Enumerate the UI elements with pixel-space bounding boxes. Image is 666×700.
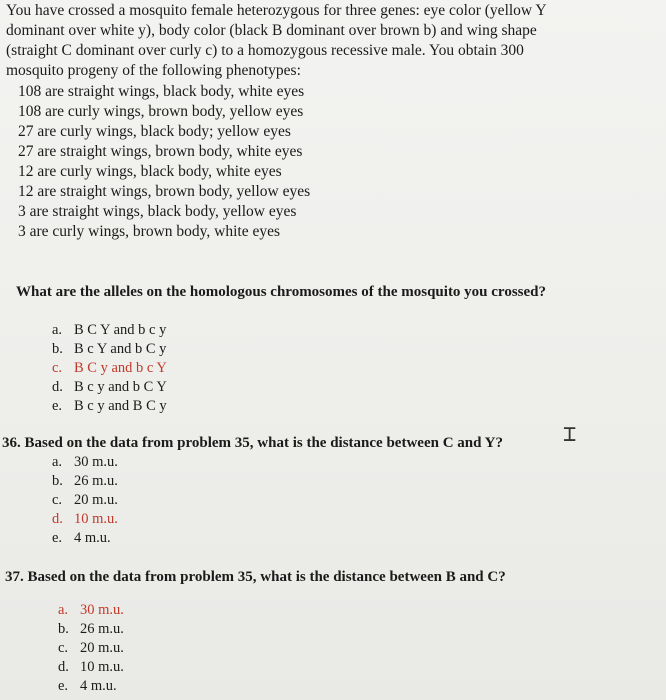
q35-option-a[interactable]	[52, 320, 166, 340]
q37-option-b[interactable]	[58, 619, 124, 639]
question-35: What are the alleles on the homologous chromosomes of the mosquito you crossed?	[16, 284, 546, 300]
question-37: 37. Based on the data from problem 35, what is the distance between B and C?	[5, 569, 506, 585]
option-letter: b.	[52, 341, 63, 357]
option-text: 30 m.u.	[80, 602, 124, 618]
q36-option-c[interactable]	[52, 490, 118, 510]
q37-option-c[interactable]	[58, 638, 124, 658]
option-text: 10 m.u.	[80, 659, 124, 675]
intro-line: (straight C dominant over curly c) to a homozygous recessive male. You obtain 300	[6, 42, 524, 59]
phenotype-item: 12 are curly wings, black body, white eyes	[18, 163, 282, 180]
option-letter: e.	[52, 530, 63, 546]
q37-option-e[interactable]	[58, 676, 117, 696]
q36-option-e[interactable]	[52, 528, 111, 548]
option-letter: a.	[58, 602, 69, 618]
q35-option-d[interactable]	[52, 377, 167, 397]
q35-option-c[interactable]	[52, 358, 167, 378]
option-text: B c y and b C Y	[74, 379, 167, 395]
phenotype-item: 27 are straight wings, brown body, white eyes	[18, 143, 303, 160]
option-letter: a.	[52, 322, 63, 338]
option-text: 26 m.u.	[80, 621, 124, 637]
q35-option-e[interactable]	[52, 396, 167, 416]
option-text: 20 m.u.	[74, 492, 118, 508]
option-letter: a.	[52, 454, 63, 470]
option-letter: d.	[52, 379, 63, 395]
q37-option-a[interactable]	[58, 600, 124, 620]
phenotype-item: 108 are straight wings, black body, white eyes	[18, 83, 305, 100]
text-cursor-icon: ⌶	[563, 422, 577, 447]
option-letter: e.	[58, 678, 69, 694]
option-letter: c.	[52, 360, 63, 376]
intro-line: mosquito progeny of the following phenotypes:	[6, 62, 301, 79]
q37-option-d[interactable]	[58, 657, 124, 677]
intro-line: You have crossed a mosquito female heterozygous for three genes: eye color (yellow Y	[6, 2, 547, 19]
option-letter: b.	[58, 621, 69, 637]
option-letter: d.	[58, 659, 69, 675]
option-text: 4 m.u.	[74, 530, 111, 546]
question-36: 36. Based on the data from problem 35, what is the distance between C and Y?	[2, 435, 503, 451]
option-text: B c y and B C y	[74, 398, 167, 414]
option-letter: c.	[58, 640, 69, 656]
q36-option-b[interactable]	[52, 471, 118, 491]
q36-option-d[interactable]	[52, 509, 118, 529]
option-text: B C Y and b c y	[74, 322, 167, 338]
option-text: 4 m.u.	[80, 678, 117, 694]
phenotype-item: 3 are straight wings, black body, yellow eyes	[18, 203, 297, 220]
phenotype-item: 3 are curly wings, brown body, white eyes	[18, 223, 281, 240]
option-text: 20 m.u.	[80, 640, 124, 656]
option-text: 30 m.u.	[74, 454, 118, 470]
option-letter: b.	[52, 473, 63, 489]
q35-option-b[interactable]	[52, 339, 166, 359]
phenotype-item: 12 are straight wings, brown body, yellow eyes	[18, 183, 311, 200]
phenotype-item: 108 are curly wings, brown body, yellow eyes	[18, 103, 304, 120]
q36-option-a[interactable]	[52, 452, 118, 472]
intro-line: dominant over white y), body color (black B dominant over brown b) and wing shape	[6, 22, 537, 39]
option-text: B c Y and b C y	[74, 341, 167, 357]
phenotype-item: 27 are curly wings, black body; yellow eyes	[18, 123, 291, 140]
option-text: 10 m.u.	[74, 511, 118, 527]
option-letter: e.	[52, 398, 63, 414]
option-text: B C y and b c Y	[74, 360, 167, 376]
option-letter: c.	[52, 492, 63, 508]
option-text: 26 m.u.	[74, 473, 118, 489]
option-letter: d.	[52, 511, 63, 527]
